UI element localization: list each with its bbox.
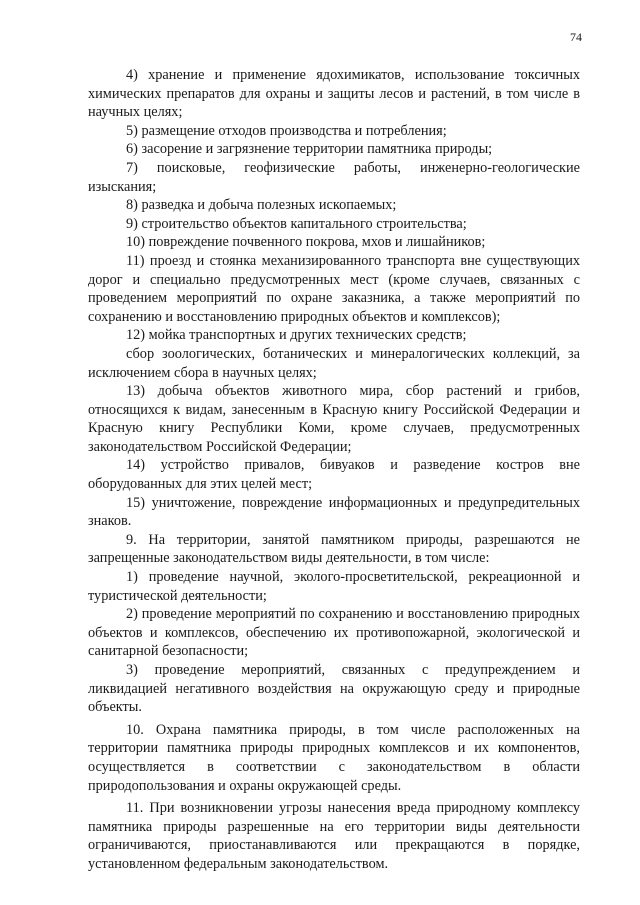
paragraph-allowed-3: 3) проведение мероприятий, связанных с предупреждением и ликвидацией негативного воздействия на окружающую среду и природные объекты. bbox=[88, 662, 580, 716]
paragraph-item-13: 13) добыча объектов животного мира, сбор растений и грибов, относящихся к видам, занесенным в Красную книгу Российской Федерации и Красную книгу Республики Коми, кроме случаев, предусмотренных законодательством Российской Федерации; bbox=[88, 383, 580, 455]
paragraph-allowed-2: 2) проведение мероприятий по сохранению и восстановлению природных объектов и комплексов, обеспечению их противопожарной, экологической и санитарной безопасности; bbox=[88, 606, 580, 660]
paragraph-item-8: 8) разведка и добыча полезных ископаемых; bbox=[126, 197, 397, 214]
paragraph-item-10: 10) повреждение почвенного покрова, мхов и лишайников; bbox=[126, 234, 486, 251]
paragraph-section-9: 9. На территории, занятой памятником природы, разрешаются не запрещенные законодательством виды деятельности, в том числе: bbox=[88, 531, 580, 567]
paragraph-item-14: 14) устройство привалов, бивуаков и разведение костров вне оборудованных для этих целей мест; bbox=[88, 457, 580, 493]
page-number: 74 bbox=[570, 30, 582, 44]
paragraph-item-12: 12) мойка транспортных и других технических средств; bbox=[126, 327, 467, 344]
paragraph-section-10: 10. Охрана памятника природы, в том числе расположенных на территории памятника природы природных комплексов и их компонентов, осуществляется в соответствии с законодательством в области природопользования и охраны окружающей среды. bbox=[88, 721, 580, 794]
paragraph-item-5: 5) размещение отходов производства и потребления; bbox=[126, 122, 447, 139]
paragraph-item-4: 4) хранение и применение ядохимикатов, использование токсичных химических препаратов для охраны и защиты лесов и растений, в том числе в научных целях; bbox=[88, 67, 580, 121]
paragraph-item-9: 9) строительство объектов капитального строительства; bbox=[126, 215, 467, 232]
document-body bbox=[88, 66, 580, 874]
paragraph-item-7: 7) поисковые, геофизические работы, инженерно-геологические изыскания; bbox=[88, 159, 580, 195]
paragraph-item-6: 6) засорение и загрязнение территории памятника природы; bbox=[126, 141, 493, 158]
paragraph-item-11: 11) проезд и стоянка механизированного транспорта вне существующих дорог и специально предусмотренных мест (кроме случаев, связанных с проведением мероприятий по охране заказника, а также мероприятий по сохранению и восстановлению природных объектов и комплексов); bbox=[88, 252, 580, 325]
paragraph-collections: сбор зоологических, ботанических и минералогических коллекций, за исключением сбора в научных целях; bbox=[88, 345, 580, 381]
paragraph-section-11: 11. При возникновении угрозы нанесения вреда природному комплексу памятника природы разрешенные на его территории виды деятельности ограничиваются, приостанавливаются или прекращаются в порядке, установленном федеральным законодательством. bbox=[88, 800, 580, 872]
paragraph-item-15: 15) уничтожение, повреждение информационных и предупредительных знаков. bbox=[88, 494, 580, 530]
paragraph-allowed-1: 1) проведение научной, эколого-просветительской, рекреационной и туристической деятельности; bbox=[88, 569, 580, 604]
